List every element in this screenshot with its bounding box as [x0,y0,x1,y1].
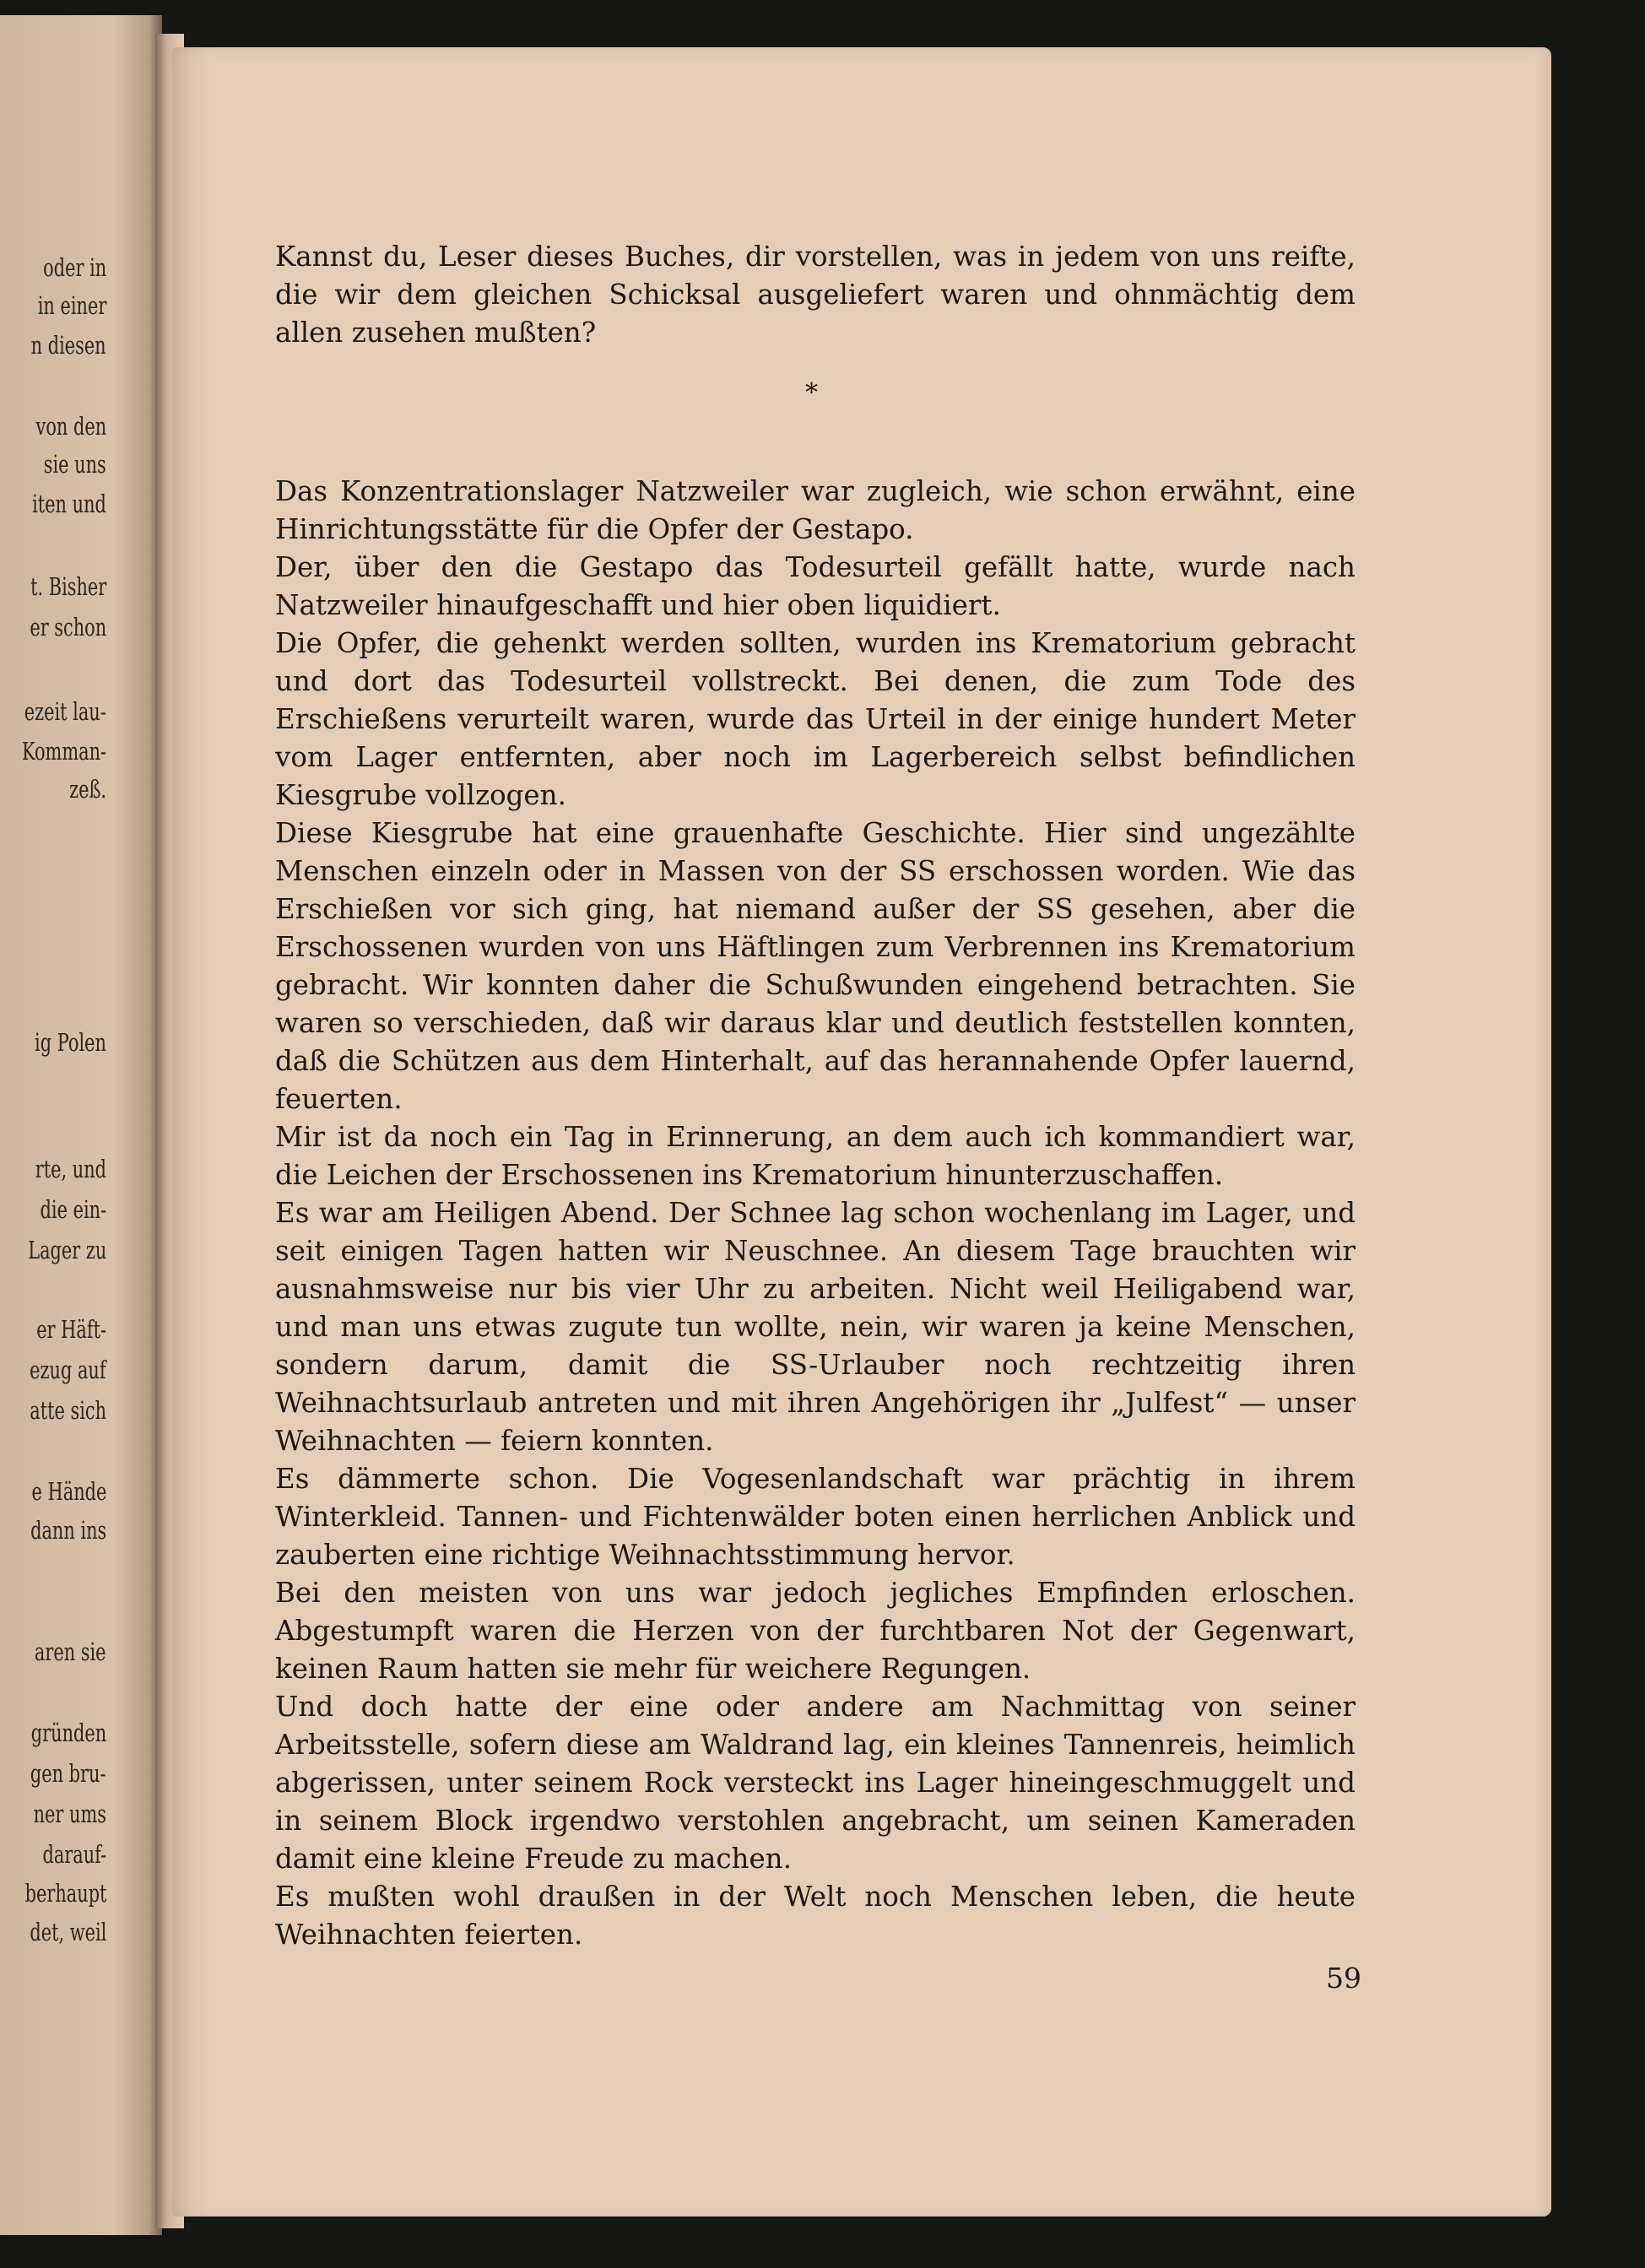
right-page [172,47,1551,2217]
paragraph: Die Opfer, die gehenkt werden sollten, wurden ins Krematorium gebracht und dort das Todesurteil vollstreckt. Bei denen, die zum Tode des Erschießens verurteilt waren, wurde das Urteil in der einige hundert Meter vom Lager entfernten, aber noch im Lagerbereich selbst befindlichen Kiesgrube vollzogen. [275,627,1356,811]
left-page-line: darauf- [42,1840,106,1869]
intro-paragraph [275,238,1356,352]
left-page-line: ezug auf [30,1356,106,1384]
paragraph: Es dämmerte schon. Die Vogesenlandschaft war prächtig in ihrem Winterkleid. Tannen- und Fichtenwälder boten einen herrlichen Anblick und zauberten eine richtige Weihnachtsstimmung hervor. [275,1463,1356,1571]
paragraph: Diese Kiesgrube hat eine grauenhafte Geschichte. Hier sind ungezählte Menschen einzeln oder in Massen von der SS erschossen worden. Wie das Erschießen vor sich ging, hat niemand außer der SS gesehen, aber die Erschossenen wurden von uns Häftlingen zum Verbrennen ins Krematorium gebracht. Wir konnten daher die Schußwunden eingehend betrachten. Sie waren so verschieden, daß wir daraus klar und deutlich feststellen konnten, daß die Schützen aus dem Hinterhalt, auf das herannahende Opfer lauernd, feuerten. [275,817,1356,1115]
left-page-line: rte, und [35,1155,106,1183]
left-page-line: er Häft- [36,1315,106,1344]
left-page-line: die ein- [40,1195,106,1224]
body-text [275,473,1356,1954]
left-page-line: ig Polen [35,1028,106,1057]
paragraph: Es war am Heiligen Abend. Der Schnee lag schon wochenlang im Lager, und seit einigen Tagen hatten wir Neuschnee. An diesem Tage brauchten wir ausnahmsweise nur bis vier Uhr zu arbeiten. Nicht weil Heiligabend war, und man uns etwas zugute tun wollte, nein, wir waren ja keine Menschen, sondern darum, damit die SS-Urlauber noch rechtzeitig ihren Weihnachtsurlaub antreten und mit ihren Angehörigen ihr „Julfest“ — unser Weihnachten — feiern konnten. [275,1197,1356,1457]
paragraph: Mir ist da noch ein Tag in Erinnerung, an dem auch ich kommandiert war, die Leichen der Erschossenen ins Krematorium hinunterzuschaffen. [275,1121,1356,1191]
left-page-line: Lager zu [27,1236,106,1264]
paragraph: Bei den meisten von uns war jedoch jegliches Empfinden erloschen. Abgestumpft waren die Herzen von der furchtbaren Not der Gegenwart, keinen Raum hatten sie mehr für weichere Regungen. [275,1577,1356,1685]
left-page-line: in einer [37,291,106,320]
left-page-line: er schon [30,613,106,641]
paragraph: Der, über den die Gestapo das Todesurteil gefällt hatte, wurde nach Natzweiler hinaufgeschafft und hier oben liquidiert. [275,551,1356,621]
left-page-line: zeß. [69,775,106,804]
paragraph: Es mußten wohl draußen in der Welt noch Menschen leben, die heute Weihnachten feierten. [275,1881,1356,1951]
left-page-line: iten und [32,490,106,518]
left-page-line: ezeit lau- [24,697,106,726]
left-page-line: von den [35,412,106,441]
left-page-line: t. Bisher [30,572,106,601]
intro-text: Kannst du, Leser dieses Buches, dir vorstellen, was in jedem von uns reifte, die wir dem gleichen Schicksal ausgeliefert waren und ohnmächtig dem allen zusehen mußten? [275,241,1356,349]
left-page-line: sie uns [43,450,106,479]
left-page-line: oder in [42,253,106,282]
left-page [0,15,162,2235]
left-page-line: e Hände [31,1477,106,1506]
left-page-line: ner ums [33,1800,106,1828]
section-separator: * [805,378,818,408]
left-page-line: n diesen [30,331,106,360]
left-page-line: gründen [30,1719,106,1747]
left-page-line: atte sich [30,1396,106,1425]
left-page-line: aren sie [35,1637,106,1666]
left-page-line: det, weil [30,1918,106,1946]
left-page-line: dann ins [30,1516,106,1545]
paragraph: Das Konzentrationslager Natzweiler war zugleich, wie schon erwähnt, eine Hinrichtungsstätte für die Opfer der Gestapo. [275,475,1356,545]
left-page-line: berhaupt [24,1879,106,1908]
paragraph: Und doch hatte der eine oder andere am Nachmittag von seiner Arbeitsstelle, sofern diese am Waldrand lag, ein kleines Tannenreis, heimlich abgerissen, unter seinem Rock versteckt ins Lager hineingeschmuggelt und in seinem Block irgendwo verstohlen angebracht, um seinen Kameraden damit eine kleine Freude zu machen. [275,1691,1356,1875]
page-number: 59 [1326,1962,1361,1995]
left-page-line: Komman- [21,737,106,766]
left-page-line: gen bru- [30,1759,106,1788]
